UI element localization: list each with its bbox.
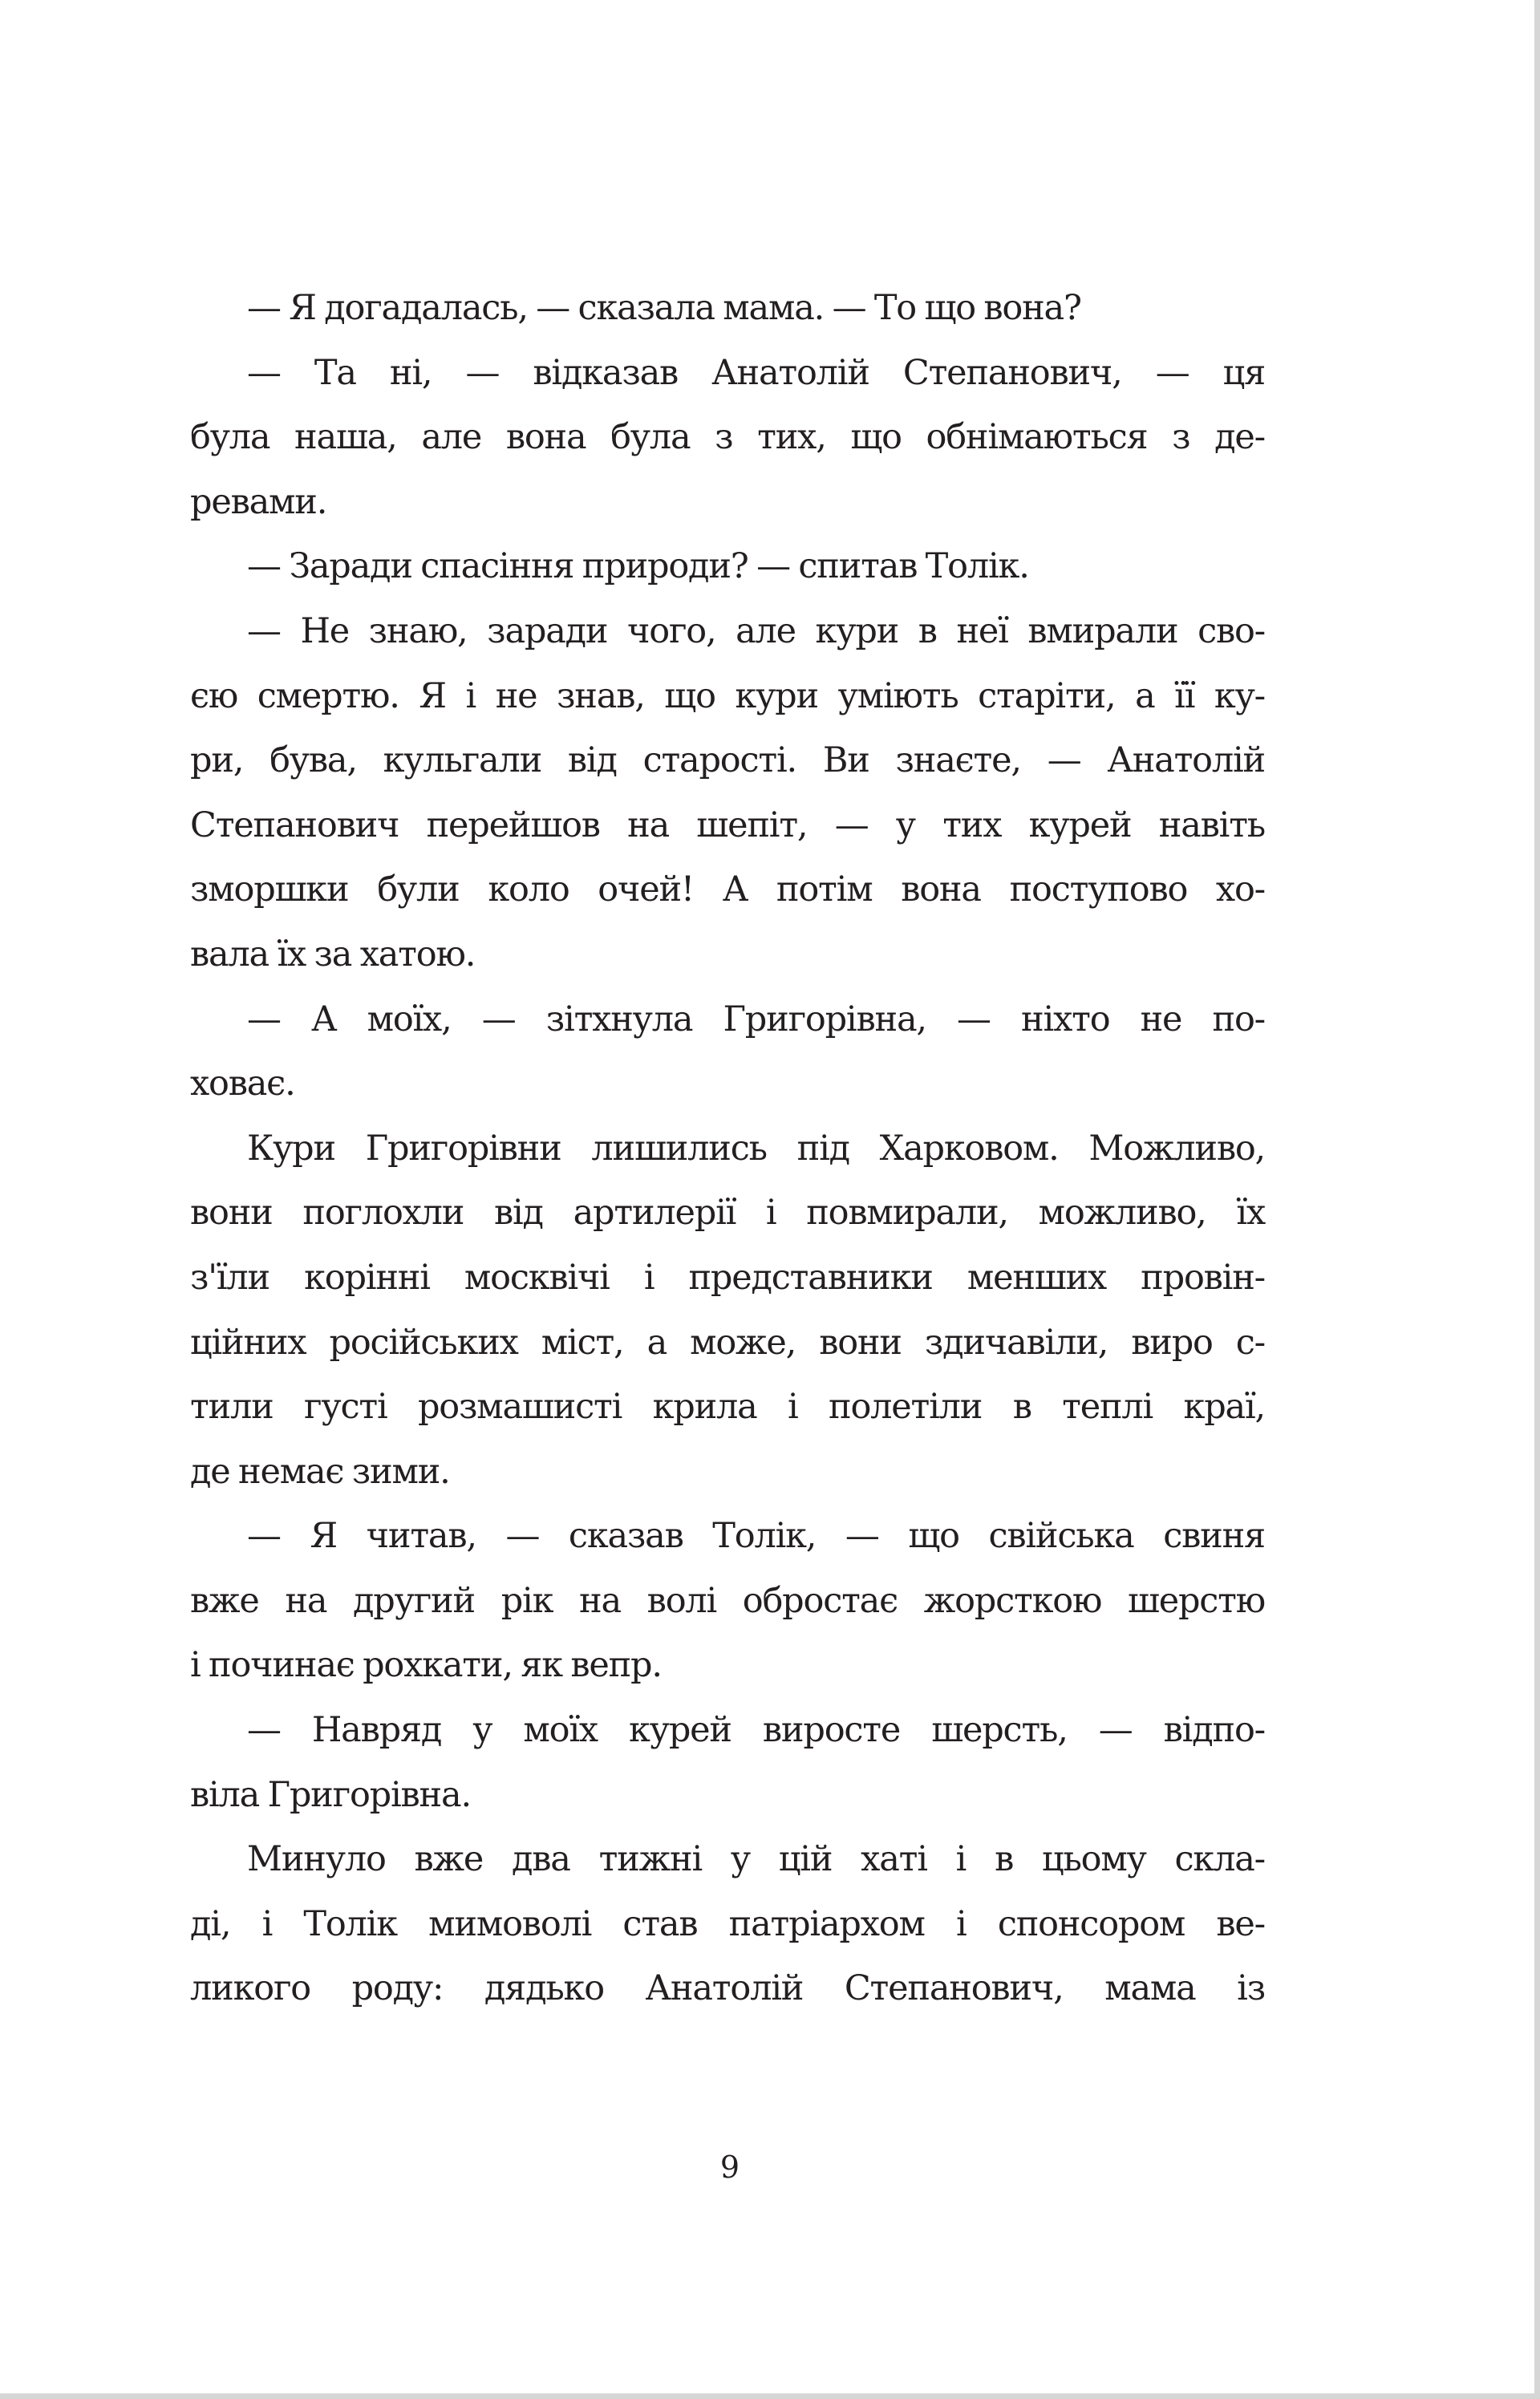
text-line: з'їли корінні москвічі і представники менших провін- xyxy=(190,1257,1265,1298)
text-line: Кури Григорівни лишились під Харковом. Можливо, xyxy=(247,1128,1265,1169)
text-line: вала їх за хатою. xyxy=(190,934,476,975)
paragraph xyxy=(190,276,1265,341)
text-line: ховає. xyxy=(190,1064,295,1104)
paragraph xyxy=(190,1504,1265,1698)
text-line: ційних російських міст, а може, вони здичавіли, виро с- xyxy=(190,1322,1265,1363)
text-line: ревами. xyxy=(190,481,327,522)
text-line: Степанович перейшов на шепіт, — у тих курей навіть xyxy=(190,804,1265,845)
body-text xyxy=(190,276,1265,2021)
text-line: — Заради спасіння природи? — спитав Толік. xyxy=(247,546,1029,587)
text-line: — Не знаю, заради чого, але кури в неї вмирали сво- xyxy=(247,610,1265,651)
text-line: — Я читав, — сказав Толік, — що свійська свиня xyxy=(247,1516,1265,1557)
text-line: і починає рохкати, як вепр. xyxy=(190,1645,662,1686)
text-line: — А моїх, — зітхнула Григорівна, — ніхто не по- xyxy=(247,999,1265,1039)
paragraph xyxy=(190,534,1265,599)
paragraph xyxy=(190,599,1265,987)
text-line: вони поглохли від артилерії і повмирали, можливо, їх xyxy=(190,1193,1265,1234)
text-line: ри, бува, кульгали від старості. Ви знаєте, — Анатолій xyxy=(190,740,1265,781)
text-line: тили густі розмашисті крила і полетіли в теплі краї, xyxy=(190,1387,1265,1428)
text-line: де немає зими. xyxy=(190,1451,450,1492)
text-line: віла Григорівна. xyxy=(190,1774,471,1815)
text-line: ді, і Толік мимоволі став патріархом і спонсором ве- xyxy=(190,1903,1265,1944)
paragraph xyxy=(190,987,1265,1116)
text-line: — Та ні, — відказав Анатолій Степанович, — ця xyxy=(247,352,1265,393)
paragraph xyxy=(190,1116,1265,1505)
paragraph xyxy=(190,1698,1265,1827)
paragraph xyxy=(190,1827,1265,2021)
text-line: вже на другий рік на волі обростає жорсткою шерстю xyxy=(190,1580,1265,1621)
text-line: зморшки були коло очей! А потім вона поступово хо- xyxy=(190,869,1265,910)
text-line: — Навряд у моїх курей виросте шерсть, — відпо- xyxy=(247,1710,1265,1751)
text-line: була наша, але вона була з тих, що обнімаються з де- xyxy=(190,417,1265,458)
text-line: — Я догадалась, — сказала мама. — То що вона? xyxy=(247,288,1081,328)
paragraph xyxy=(190,341,1265,535)
text-line: Минуло вже два тижні у цій хаті і в цьому скла- xyxy=(247,1839,1265,1880)
page-number: 9 xyxy=(719,2150,740,2185)
text-line: ликого роду: дядько Анатолій Степанович, мама із xyxy=(190,1968,1265,2009)
text-line: єю смертю. Я і не знав, що кури уміють старіти, а її ку- xyxy=(190,675,1265,716)
